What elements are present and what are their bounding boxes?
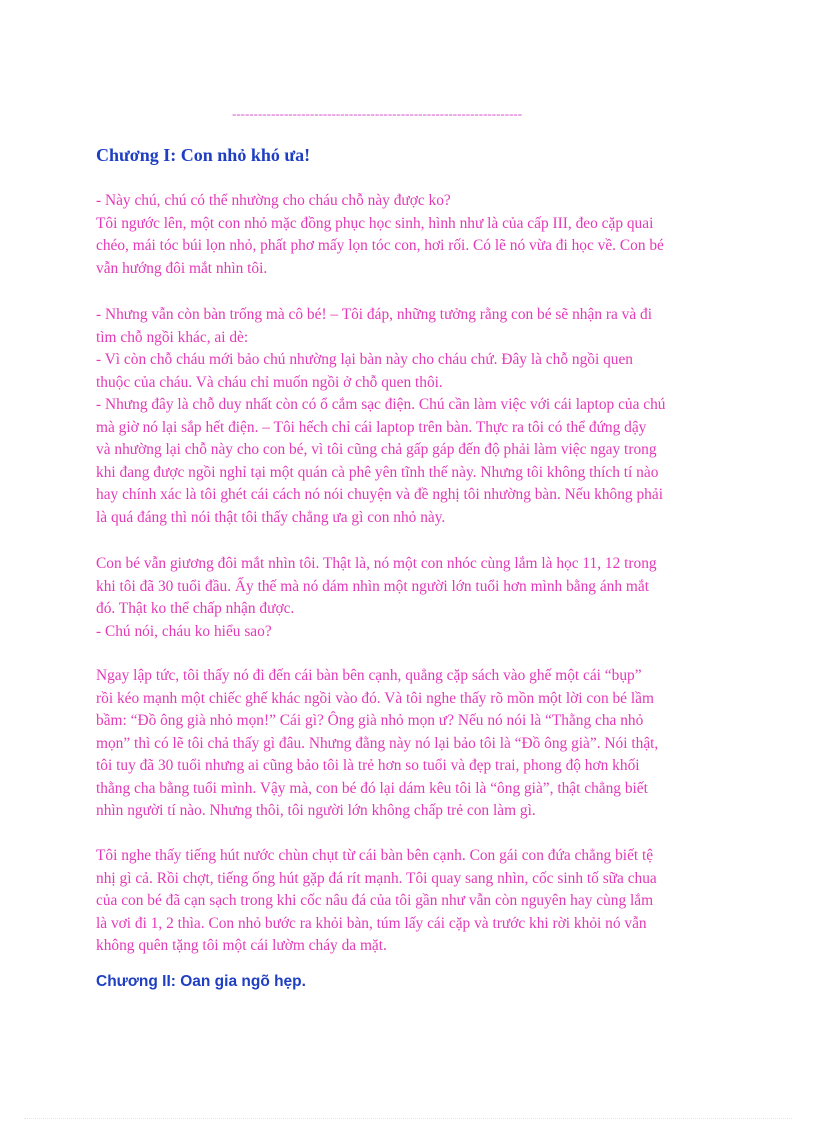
text-line: nhìn người tí nào. Nhưng thôi, tôi người lớn không chấp trẻ con làm gì. (96, 802, 536, 819)
text-line: tìm chỗ ngồi khác, ai dè: (96, 328, 249, 346)
text-line: đó. Thật ko thể chấp nhận được. (96, 600, 295, 617)
text-line: - Chú nói, cháu ko hiểu sao? (96, 622, 272, 640)
chapter-2-title: Chương II: Oan gia ngõ hẹp. (96, 973, 306, 990)
chapter-1-title: Chương I: Con nhỏ khó ưa! (96, 145, 311, 165)
text-line: nhị gì cả. Rồi chợt, tiếng ống hút gặp đá rít mạnh. Tôi quay sang nhìn, cốc sinh tố sữa chua (96, 869, 657, 887)
text-line: - Vì còn chỗ cháu mới bảo chú nhường lại bàn này cho cháu chứ. Đây là chỗ ngồi quen (96, 351, 633, 368)
text-line: rồi kéo mạnh một chiếc ghế khác ngồi vào đó. Và tôi nghe thấy rõ mồn một lời con bé lầm (96, 689, 654, 707)
text-line: Tôi ngước lên, một con nhỏ mặc đồng phục học sinh, hình như là của cấp III, đeo cặp quai (96, 214, 654, 232)
text-line: mọn” thì có lẽ tôi chả thấy gì đâu. Nhưng đằng này nó lại bảo tôi là “Đồ ông già”. Nói thật, (96, 734, 659, 752)
text-line: chéo, mái tóc búi lọn nhỏ, phất phơ mấy lọn tóc con, hơi rối. Có lẽ nó vừa đi học về. Con bé (96, 237, 664, 254)
text-line: không quên tặng tôi một cái lườm cháy da mặt. (96, 937, 387, 954)
text-line: khi tôi đã 30 tuổi đầu. Ấy thế mà nó dám nhìn một người lớn tuổi hơn mình bằng ánh mắt (96, 577, 649, 595)
text-line: mà giờ nó lại sắp hết điện. – Tôi hếch chỉ cái laptop trên bàn. Thực ra tôi có thể đứng dậy (96, 418, 647, 436)
text-line: tôi tuy đã 30 tuổi nhưng ai cũng bảo tôi là trẻ hơn so tuổi và đẹp trai, phong độ hơn khối (96, 757, 640, 774)
text-line: hay chính xác là tôi ghét cái cách nó nói chuyện và đề nghị tôi nhường bàn. Nếu không phải (96, 486, 663, 503)
paragraph-5 (96, 845, 722, 958)
page-bottom-rule (24, 1118, 792, 1119)
text-line: Tôi nghe thấy tiếng hút nước chùn chụt từ cái bàn bên cạnh. Con gái con đứa chẳng biết tệ (96, 847, 654, 864)
text-line: của con bé đã cạn sạch trong khi cốc nâu đá của tôi gần như vẫn còn nguyên hay cùng lắm (96, 892, 654, 909)
text-line: là quá đáng thì nói thật tôi thấy chẳng ưa gì con nhỏ này. (96, 508, 446, 526)
text-line: - Này chú, chú có thể nhường cho cháu chỗ này được ko? (96, 192, 451, 209)
text-line: - Nhưng đây là chỗ duy nhất còn có ổ cắm sạc điện. Chú cần làm việc với cái laptop của chú (96, 396, 666, 413)
text-line: thằng cha bằng tuổi mình. Vậy mà, con bé đó lại dám kêu tôi là “ông già”, thật chẳng biết (96, 779, 648, 797)
text-line: khi đang được ngồi nghỉ tại một quán cà phê yên tĩnh thế này. Nhưng tôi không thích tí nào (96, 463, 659, 481)
paragraph-4 (96, 665, 722, 823)
text-line: Con bé vẫn giương đôi mắt nhìn tôi. Thật là, nó một con nhóc cùng lắm là học 11, 12 trong (96, 555, 657, 572)
paragraph-2 (96, 304, 722, 529)
section-divider: ------------------------------------------------------------------- (232, 106, 523, 121)
paragraph-1 (96, 190, 722, 280)
text-line: và nhường lại chỗ này cho con bé, vì tôi cũng chả gấp gáp đến độ phải làm việc ngay trong (96, 441, 657, 458)
text-line: - Nhưng vẫn còn bàn trống mà cô bé! – Tôi đáp, những tưởng rằng con bé sẽ nhận ra và đi (96, 306, 653, 323)
text-line: Ngay lập tức, tôi thấy nó đi đến cái bàn bên cạnh, quẳng cặp sách vào ghế một cái “bụp” (96, 667, 642, 684)
text-line: bầm: “Đồ ông già nhỏ mọn!” Cái gì? Ông già nhỏ mọn ư? Nếu nó nói là “Thằng cha nhỏ (96, 712, 644, 729)
paragraph-3 (96, 553, 722, 643)
text-line: vẫn hướng đôi mắt nhìn tôi. (96, 259, 268, 277)
text-line: là vơi đi 1, 2 thìa. Con nhỏ bước ra khỏi bàn, túm lấy cái cặp và trước khi rời khỏi nó vẫn (96, 914, 647, 932)
text-line: thuộc của cháu. Và cháu chỉ muốn ngồi ở chỗ quen thôi. (96, 373, 443, 391)
